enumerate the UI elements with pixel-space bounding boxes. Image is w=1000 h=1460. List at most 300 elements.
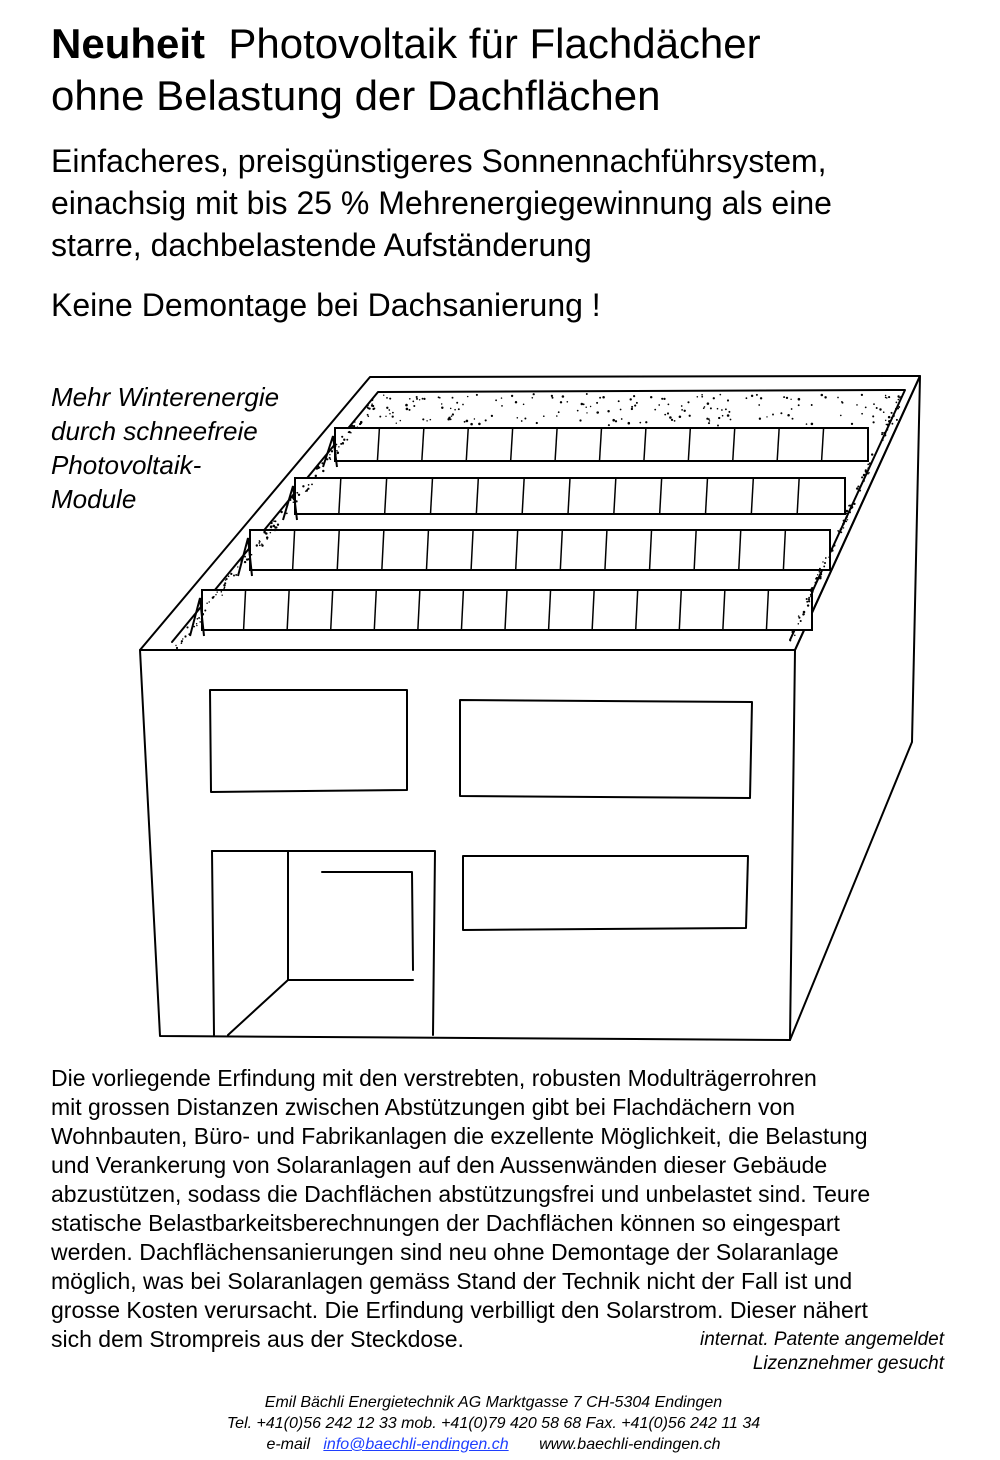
gravel-dot <box>842 402 844 404</box>
gravel-dot <box>853 503 855 505</box>
gravel-dot <box>277 524 279 526</box>
gravel-dot <box>798 623 800 625</box>
gravel-dot <box>240 561 241 562</box>
gravel-dot <box>612 419 615 422</box>
gravel-dot <box>895 408 898 411</box>
company-address: Emil Bächli Energietechnik AG Marktgasse 7 CH-5304 Endingen <box>264 1394 723 1411</box>
gravel-dot <box>186 626 188 628</box>
gravel-dot <box>596 411 598 413</box>
gravel-dot <box>663 398 665 400</box>
gravel-dot <box>405 404 408 407</box>
gravel-dot <box>865 470 867 472</box>
gravel-dot <box>392 412 394 414</box>
gravel-dot <box>869 462 871 464</box>
gravel-dot <box>607 410 609 412</box>
gravel-dot <box>447 418 450 421</box>
gravel-dot <box>725 408 727 410</box>
gravel-dot <box>790 399 791 400</box>
description-line: Die vorliegende Erfindung mit den verstrebten, robusten Modulträgerrohren <box>51 1065 817 1091</box>
gravel-dot <box>474 418 475 419</box>
gravel-dot <box>891 417 893 419</box>
subheadline-line1: Einfacheres, preisgünstigeres Sonnennachführsystem, <box>51 143 827 179</box>
gravel-dot <box>898 406 900 408</box>
gravel-dot <box>439 397 441 399</box>
gravel-dot <box>215 594 216 595</box>
gravel-dot <box>274 529 276 531</box>
gravel-dot <box>722 415 724 417</box>
gravel-dot <box>840 415 842 417</box>
gravel-dot <box>639 422 641 424</box>
gravel-dot <box>841 529 842 530</box>
gravel-dot <box>872 415 874 417</box>
gravel-dot <box>717 425 719 427</box>
gravel-dot <box>856 487 858 489</box>
gravel-dot <box>898 399 900 401</box>
gravel-dot <box>452 397 454 399</box>
gravel-dot <box>379 416 381 418</box>
gravel-dot <box>861 413 863 415</box>
gravel-dot <box>577 410 579 412</box>
gravel-dot <box>831 549 834 552</box>
gravel-dot <box>807 604 809 606</box>
gravel-dot <box>806 601 808 603</box>
gravel-dot <box>815 582 817 584</box>
headline-line1: Photovoltaik für Flachdächer <box>228 20 761 67</box>
gravel-dot <box>802 613 804 615</box>
description-line: grosse Kosten verursacht. Die Erfindung verbilligt den Solarstrom. Dieser nähert <box>51 1297 868 1323</box>
gravel-dot <box>798 404 800 406</box>
gravel-dot <box>708 422 710 424</box>
gravel-dot <box>216 591 217 592</box>
gravel-dot <box>783 396 785 398</box>
gravel-dot <box>815 578 817 580</box>
gravel-dot <box>341 436 343 438</box>
gravel-dot <box>851 423 853 425</box>
gravel-dot <box>221 594 222 595</box>
gravel-dot <box>837 397 839 399</box>
email-label: e-mail <box>266 1436 311 1453</box>
gravel-dot <box>806 598 808 600</box>
gravel-dot <box>842 523 845 526</box>
gravel-dot <box>354 421 356 423</box>
gravel-dot <box>456 402 458 404</box>
gravel-dot <box>811 423 814 426</box>
gravel-dot <box>681 409 683 411</box>
gravel-dot <box>621 418 623 420</box>
gravel-dot <box>208 601 209 602</box>
gravel-dot <box>423 398 425 400</box>
gravel-dot <box>416 398 418 400</box>
gravel-dot <box>811 587 813 589</box>
gravel-dot <box>263 530 265 532</box>
gravel-dot <box>713 397 715 399</box>
headline-lead: Neuheit <box>51 20 206 67</box>
gravel-dot <box>681 405 683 407</box>
gravel-dot <box>824 396 826 398</box>
gravel-dot <box>478 423 481 426</box>
gravel-dot <box>400 420 401 421</box>
gravel-dot <box>270 529 272 531</box>
gravel-dot <box>338 446 339 447</box>
gravel-dot <box>900 396 902 398</box>
gravel-dot <box>751 395 753 397</box>
building-side <box>790 376 920 1040</box>
gravel-dot <box>269 529 271 531</box>
gravel-dot <box>885 420 886 421</box>
gravel-dot <box>543 415 545 417</box>
gravel-dot <box>476 394 478 396</box>
gravel-dot <box>697 396 699 398</box>
gravel-dot <box>633 395 635 397</box>
gravel-dot <box>462 404 464 406</box>
gravel-dot <box>491 415 493 417</box>
gravel-dot <box>430 419 432 421</box>
gravel-dot <box>270 532 272 534</box>
gravel-dot <box>426 420 427 421</box>
gravel-dot <box>891 412 893 414</box>
gravel-dot <box>385 416 386 417</box>
gravel-dot <box>256 544 258 546</box>
gravel-dot <box>201 618 202 619</box>
gravel-dot <box>631 408 633 410</box>
gravel-dot <box>829 555 831 557</box>
gravel-dot <box>275 526 277 528</box>
gravel-dot <box>846 510 849 513</box>
gravel-dot <box>235 574 237 576</box>
gravel-dot <box>184 635 186 637</box>
gravel-dot <box>602 396 605 399</box>
gravel-dot <box>803 611 806 614</box>
gravel-dot <box>412 401 414 403</box>
gravel-dot <box>524 418 526 420</box>
window-bottom-right <box>463 856 748 930</box>
gravel-dot <box>556 415 558 417</box>
gravel-dot <box>790 640 792 642</box>
gravel-dot <box>586 393 588 395</box>
gravel-dot <box>212 596 214 598</box>
gravel-dot <box>467 396 468 397</box>
gravel-dot <box>791 408 793 410</box>
gravel-dot <box>798 617 800 619</box>
gravel-dot <box>806 423 808 425</box>
gravel-dot <box>810 595 812 597</box>
gravel-dot <box>182 638 183 639</box>
gravel-dot <box>350 432 352 434</box>
gravel-dot <box>746 397 748 399</box>
gravel-dot <box>891 423 893 425</box>
gravel-dot <box>845 520 847 522</box>
caption-line3: Photovoltaik- <box>51 450 202 480</box>
gravel-dot <box>452 413 454 415</box>
gravel-dot <box>897 408 899 410</box>
gravel-dot <box>224 587 226 589</box>
gravel-dot <box>586 412 587 413</box>
gravel-dot <box>881 432 883 434</box>
gravel-dot <box>658 404 660 406</box>
gravel-dot <box>849 504 851 506</box>
gravel-dot <box>798 615 799 616</box>
gravel-dot <box>851 506 854 509</box>
gravel-dot <box>756 394 758 396</box>
gravel-dot <box>787 414 790 417</box>
gravel-dot <box>259 541 260 542</box>
gravel-dot <box>388 409 390 411</box>
gravel-dot <box>708 418 710 420</box>
gravel-dot <box>501 397 502 398</box>
gravel-dot <box>225 579 227 581</box>
gravel-dot <box>674 420 676 422</box>
gravel-dot <box>820 576 822 578</box>
caption-line1: Mehr Winterenergie <box>51 382 280 412</box>
gravel-dot <box>867 464 869 466</box>
gravel-dot <box>367 407 369 409</box>
gravel-dot <box>523 404 525 406</box>
door-leaf <box>288 872 413 980</box>
gravel-dot <box>863 480 865 482</box>
gravel-dot <box>248 558 250 560</box>
gravel-dot <box>701 394 703 396</box>
gravel-dot <box>342 442 344 444</box>
gravel-dot <box>371 399 373 401</box>
gravel-dot <box>727 399 729 401</box>
gravel-dot <box>422 418 424 420</box>
gravel-dot <box>718 417 720 419</box>
gravel-dot <box>821 394 824 397</box>
gravel-dot <box>193 626 195 628</box>
gravel-dot <box>701 396 703 398</box>
gravel-dot <box>847 519 848 520</box>
gravel-dot <box>343 439 345 441</box>
gravel-dot <box>517 417 519 419</box>
gravel-dot <box>552 397 554 399</box>
gravel-dot <box>409 398 411 400</box>
footer <box>0 1392 987 1455</box>
gravel-dot <box>392 415 394 417</box>
gravel-dot <box>244 561 246 563</box>
description-line: abzustützen, sodass die Dachflächen abstützungsfrei und unbelastet sind. Teure <box>51 1181 871 1207</box>
gravel-dot <box>707 402 710 405</box>
gravel-dot <box>727 414 730 417</box>
gravel-dot <box>896 419 898 421</box>
gravel-dot <box>485 419 487 421</box>
gravel-dot <box>631 406 633 408</box>
gravel-dot <box>249 554 251 556</box>
gravel-dot <box>367 414 369 416</box>
gravel-dot <box>849 510 851 512</box>
gravel-dot <box>558 411 560 413</box>
gravel-dot <box>808 600 810 602</box>
gravel-dot <box>441 407 443 409</box>
gravel-dot <box>360 421 363 424</box>
caption <box>51 380 321 516</box>
gravel-dot <box>450 408 452 410</box>
gravel-dot <box>833 544 835 546</box>
gravel-dot <box>608 424 610 426</box>
gravel-dot <box>896 402 898 404</box>
gravel-dot <box>758 404 760 406</box>
gravel-dot <box>859 490 861 492</box>
gravel-dot <box>819 568 821 570</box>
gravel-dot <box>772 414 774 416</box>
gravel-dot <box>389 413 390 414</box>
gravel-dot <box>654 409 656 411</box>
gravel-dot <box>888 420 891 423</box>
gravel-dot <box>791 631 793 633</box>
gravel-dot <box>221 591 223 593</box>
gravel-dot <box>798 398 801 401</box>
gravel-dot <box>531 397 533 399</box>
building-front <box>140 650 795 1040</box>
gravel-dot <box>451 415 453 417</box>
gravel-dot <box>441 403 442 404</box>
description-line: Wohnbauten, Büro- und Fabrikanlagen die exzellente Möglichkeit, die Belastung <box>51 1123 868 1149</box>
gravel-dot <box>760 397 762 399</box>
gravel-dot <box>871 453 873 455</box>
gravel-dot <box>259 544 261 546</box>
gravel-dot <box>270 522 272 524</box>
gravel-dot <box>810 594 812 596</box>
gravel-dot <box>846 513 848 515</box>
gravel-dot <box>199 621 201 623</box>
gravel-dot <box>368 407 370 409</box>
gravel-dot <box>371 405 373 407</box>
gravel-dot <box>386 397 388 399</box>
gravel-dot <box>882 439 884 441</box>
gravel-dot <box>728 411 730 413</box>
gravel-dot <box>331 450 333 452</box>
gravel-dot <box>717 408 719 410</box>
gravel-dot <box>533 393 535 395</box>
gravel-dot <box>265 532 268 535</box>
gravel-dot <box>865 407 867 409</box>
gravel-dot <box>669 416 672 419</box>
gravel-dot <box>667 412 669 414</box>
gravel-dot <box>825 557 827 559</box>
gravel-dot <box>536 422 538 424</box>
description-line: und Verankerung von Solaranlagen auf den Aussenwänden dieser Gebäude <box>51 1152 828 1178</box>
gravel-dot <box>816 580 818 582</box>
gravel-dot <box>897 395 899 397</box>
headline-line2: ohne Belastung der Dachflächen <box>51 72 661 119</box>
gravel-dot <box>843 520 845 522</box>
gravel-dot <box>819 571 821 573</box>
gravel-dot <box>590 406 591 407</box>
gravel-dot <box>406 408 409 411</box>
gravel-dot <box>270 525 273 528</box>
gravel-dot <box>800 620 802 622</box>
gravel-dot <box>422 398 424 400</box>
gravel-dot <box>822 561 823 562</box>
gravel-dot <box>350 426 352 428</box>
gravel-dot <box>206 602 207 603</box>
gravel-dot <box>857 485 859 487</box>
gravel-dot <box>372 408 374 410</box>
gravel-dot <box>843 527 845 529</box>
gravel-dot <box>413 405 415 407</box>
gravel-dot <box>266 536 269 539</box>
gravel-dot <box>458 408 460 410</box>
gravel-dot <box>560 401 562 403</box>
gravel-dot <box>867 473 869 475</box>
gravel-dot <box>273 525 276 528</box>
gravel-dot <box>667 403 669 405</box>
gravel-dot <box>886 429 888 431</box>
gravel-dot <box>863 475 865 477</box>
contact-numbers: Tel. +41(0)56 242 12 33 mob. +41(0)79 420 58 68 Fax. +41(0)56 242 11 34 <box>226 1415 761 1432</box>
gravel-dot <box>861 476 863 478</box>
gravel-dot <box>454 409 456 411</box>
description-line: möglich, was bei Solaranlagen gemäss Stand der Technik nicht der Fall ist und <box>51 1268 853 1294</box>
gravel-dot <box>664 414 666 416</box>
gravel-dot <box>321 462 323 464</box>
gravel-dot <box>419 399 420 400</box>
gravel-dot <box>501 405 503 407</box>
window-top-left <box>210 690 407 792</box>
gravel-dot <box>464 421 466 423</box>
caption-line2: durch schneefreie <box>51 416 258 446</box>
doorway-left <box>212 851 214 1035</box>
gravel-dot <box>386 407 388 409</box>
gravel-dot <box>198 617 200 619</box>
gravel-dot <box>383 394 384 395</box>
gravel-dot <box>687 401 689 403</box>
subheadline-line2: einachsig mit bis 25 % Mehrenergiegewinnung als eine <box>51 185 832 221</box>
gravel-dot <box>721 409 723 411</box>
gravel-dot <box>879 408 881 410</box>
gravel-dot <box>856 404 858 406</box>
email-link[interactable]: info@baechli-endingen.ch <box>323 1436 509 1453</box>
gravel-dot <box>780 412 782 414</box>
gravel-dot <box>888 396 890 398</box>
gravel-dot <box>368 416 370 418</box>
gravel-dot <box>671 419 673 421</box>
gravel-dot <box>845 516 847 518</box>
gravel-dot <box>817 574 818 575</box>
description-line: werden. Dachflächensanierungen sind neu ohne Demontage der Solaranlage <box>51 1239 839 1265</box>
gravel-dot <box>581 403 584 406</box>
gravel-dot <box>824 562 826 564</box>
gravel-dot <box>396 423 397 424</box>
gravel-dot <box>230 573 232 575</box>
gravel-dot <box>883 432 885 434</box>
gravel-dot <box>679 415 682 418</box>
gravel-dot <box>585 406 586 407</box>
door-inner <box>228 851 288 1035</box>
gravel-dot <box>636 402 638 404</box>
gravel-dot <box>450 419 452 421</box>
window-top-right <box>460 700 752 798</box>
gravel-dot <box>470 423 473 426</box>
gravel-dot <box>792 418 794 420</box>
gravel-dot <box>661 398 663 400</box>
gravel-dot <box>521 420 523 422</box>
gravel-dot <box>709 420 711 422</box>
gravel-dot <box>704 406 706 408</box>
gravel-dot <box>829 549 831 551</box>
gravel-dot <box>176 647 178 649</box>
gravel-dot <box>719 394 721 396</box>
gravel-dot <box>650 396 652 398</box>
gravel-dot <box>337 452 340 455</box>
gravel-dot <box>794 635 796 637</box>
gravel-dot <box>346 439 348 441</box>
gravel-dot <box>336 450 338 452</box>
description-line: statische Belastbarkeitsberechnungen der Dachflächen können so eingespart <box>51 1210 840 1236</box>
gravel-dot <box>786 397 788 399</box>
gravel-dot <box>596 402 598 404</box>
gravel-dot <box>228 576 230 578</box>
gravel-dot <box>275 520 277 522</box>
